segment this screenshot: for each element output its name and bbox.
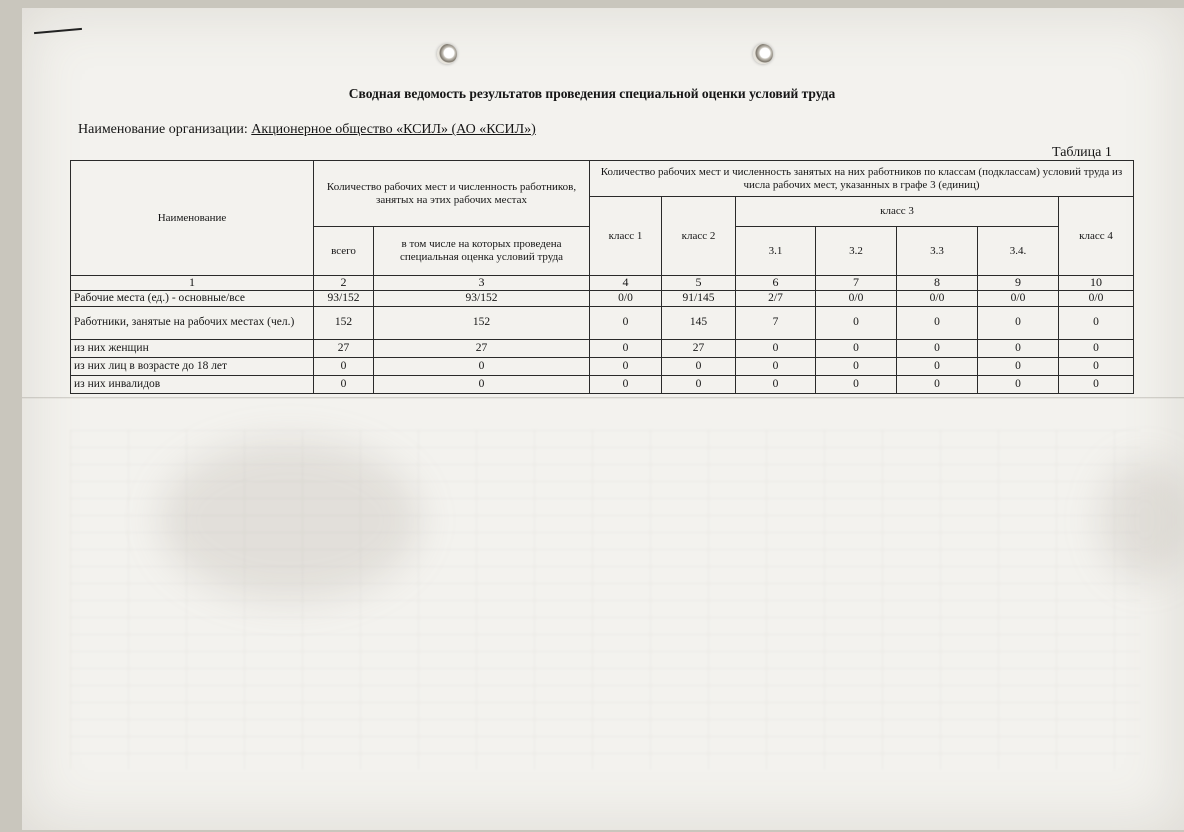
punch-hole-left [437, 44, 457, 64]
table-row [71, 307, 1134, 340]
cell-value: 152 [374, 307, 590, 340]
table-row [71, 376, 1134, 394]
cell-value: 0 [816, 358, 897, 376]
cell-value: 0 [314, 358, 374, 376]
header-class-3-1: 3.1 [736, 227, 816, 276]
column-number: 7 [816, 276, 897, 291]
row-label: из них лиц в возрасте до 18 лет [71, 358, 314, 376]
organization-name: Акционерное общество «КСИЛ» (АО «КСИЛ») [251, 122, 536, 137]
cell-value: 0 [978, 307, 1059, 340]
table-row [71, 358, 1134, 376]
cell-value: 0 [816, 307, 897, 340]
cell-value: 145 [662, 307, 736, 340]
cell-value: 0 [736, 340, 816, 358]
cell-value: 0 [590, 340, 662, 358]
cell-value: 7 [736, 307, 816, 340]
header-count-group: Количество рабочих мест и численность работников, занятых на этих рабочих местах [314, 161, 590, 227]
cell-value: 2/7 [736, 291, 816, 307]
header-class-3-4: 3.4. [978, 227, 1059, 276]
column-number: 3 [374, 276, 590, 291]
header-class-2: класс 2 [662, 197, 736, 276]
header-name: Наименование [71, 161, 314, 276]
cell-value: 0/0 [590, 291, 662, 307]
cell-value: 27 [314, 340, 374, 358]
cell-value: 0 [374, 358, 590, 376]
cell-value: 27 [662, 340, 736, 358]
cell-value: 0 [897, 307, 978, 340]
column-number: 8 [897, 276, 978, 291]
column-number: 4 [590, 276, 662, 291]
cell-value: 0 [736, 358, 816, 376]
cell-value: 0/0 [978, 291, 1059, 307]
stain [1100, 460, 1184, 580]
header-class-3: класс 3 [736, 197, 1059, 227]
cell-value: 0 [662, 358, 736, 376]
cell-value: 0 [897, 358, 978, 376]
cell-value: 0/0 [897, 291, 978, 307]
cell-value: 0/0 [816, 291, 897, 307]
header-classes-group: Количество рабочих мест и численность занятых на них работников по классам (подклассам) условий труда из числа рабочих мест, указанных в графе 3 (единиц) [590, 161, 1134, 197]
row-label: Работники, занятые на рабочих местах (чел.) [71, 307, 314, 340]
cell-value: 91/145 [662, 291, 736, 307]
cell-value: 0 [590, 376, 662, 394]
header-class-1: класс 1 [590, 197, 662, 276]
cell-value: 0 [1059, 307, 1134, 340]
cell-value: 27 [374, 340, 590, 358]
cell-value: 0 [662, 376, 736, 394]
column-number: 5 [662, 276, 736, 291]
cell-value: 0 [1059, 358, 1134, 376]
header-class-3-2: 3.2 [816, 227, 897, 276]
cell-value: 0 [897, 340, 978, 358]
cell-value: 0 [736, 376, 816, 394]
cell-value: 93/152 [374, 291, 590, 307]
table-row [71, 291, 1134, 307]
page-fold [22, 397, 1184, 399]
cell-value: 0/0 [1059, 291, 1134, 307]
summary-table [70, 160, 1134, 394]
row-label: Рабочие места (ед.) - основные/все [71, 291, 314, 307]
column-number: 6 [736, 276, 816, 291]
header-class-4: класс 4 [1059, 197, 1134, 276]
cell-value: 0 [590, 358, 662, 376]
cell-value: 0 [314, 376, 374, 394]
cell-value: 93/152 [314, 291, 374, 307]
cell-value: 0 [1059, 340, 1134, 358]
cell-value: 0 [978, 340, 1059, 358]
row-label: из них женщин [71, 340, 314, 358]
organization-label: Наименование организации: [78, 122, 248, 137]
punch-hole-right [753, 44, 773, 64]
column-number: 10 [1059, 276, 1134, 291]
column-number: 1 [71, 276, 314, 291]
column-number: 2 [314, 276, 374, 291]
column-numbers-row [71, 276, 1134, 291]
table-number: Таблица 1 [1052, 145, 1112, 160]
cell-value: 0 [1059, 376, 1134, 394]
cell-value: 0 [978, 358, 1059, 376]
cell-value: 0 [590, 307, 662, 340]
stain [160, 440, 420, 600]
column-number: 9 [978, 276, 1059, 291]
row-label: из них инвалидов [71, 376, 314, 394]
header-total: всего [314, 227, 374, 276]
organization-line [78, 122, 536, 138]
header-class-3-3: 3.3 [897, 227, 978, 276]
cell-value: 0 [816, 376, 897, 394]
cell-value: 0 [897, 376, 978, 394]
cell-value: 0 [816, 340, 897, 358]
header-assessed: в том числе на которых проведена специальная оценка условий труда [374, 227, 590, 276]
cell-value: 0 [374, 376, 590, 394]
cell-value: 0 [978, 376, 1059, 394]
table-row [71, 340, 1134, 358]
document-title: Сводная ведомость результатов проведения специальной оценки условий труда [348, 86, 836, 101]
cell-value: 152 [314, 307, 374, 340]
